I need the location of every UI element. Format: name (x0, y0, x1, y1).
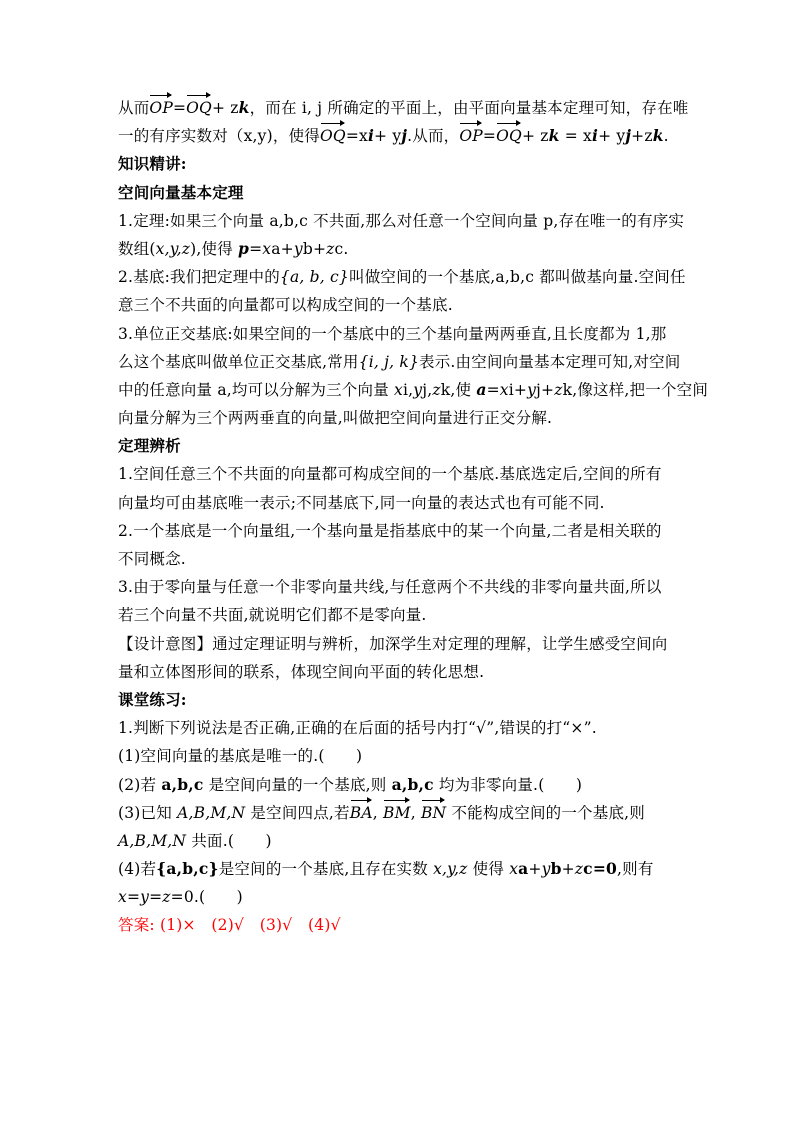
text: . (663, 127, 669, 146)
text: A,B,M,N (118, 831, 187, 850)
vector-ba: BA (350, 799, 373, 827)
text: 2.基底:我们把定理中的 (118, 268, 280, 287)
text: =0 (592, 859, 617, 879)
text: 是空间向量的一个基底,则 (203, 775, 392, 794)
text: ，而在 i, j 所确定的平面上，由平面向量基本定理可知，存在唯 (249, 99, 689, 117)
text: .从而， (407, 127, 460, 146)
text: A,B,M,N (177, 803, 246, 822)
text: x (394, 380, 403, 399)
text: b+ (302, 239, 327, 258)
basis-set: {a,b,c} (156, 859, 219, 879)
text: k,使 (440, 380, 477, 399)
vector-k: k (652, 126, 664, 146)
design-intent-line-2: 量和立体图形间的联系，体现空间向平面的转化思想. (118, 662, 485, 681)
section-title-analysis: 定理辨析 (118, 436, 181, 456)
text: c (583, 859, 593, 879)
text: 使得 (467, 860, 510, 879)
vector-a: a (476, 379, 487, 399)
orthonormal-line-1: 3.单位正交基底:如果空间的一个基底中的三个基向量两两垂直,且长度都为 1,那 (118, 324, 667, 343)
text: x (262, 239, 272, 258)
vectors-abc: a,b,c (161, 774, 204, 794)
text: ),使得 (190, 239, 239, 258)
text: 均为非零向量.( ) (433, 775, 583, 794)
text: = (172, 99, 187, 117)
basis-set: {i, j, k} (358, 352, 420, 371)
text: 是空间的一个基底,且存在实数 (218, 860, 434, 879)
section-title-knowledge: 知识精讲: (118, 154, 187, 174)
text: =0.( ) (170, 888, 243, 907)
text: j+ (536, 380, 555, 399)
text: 从而 (118, 99, 150, 117)
analysis-3-line-1: 3.由于零向量与任意一个非零向量共线,与任意两个不共线的非零向量共面,所以 (118, 578, 662, 597)
text: + y (598, 127, 626, 146)
text: y (541, 860, 551, 879)
vector-j: j (401, 126, 408, 146)
analysis-3-line-2: 若三个向量不共面,就说明它们都不是零向量. (118, 606, 427, 625)
text: i+ (508, 380, 528, 399)
vector-oq: OQ (186, 94, 212, 122)
vector-i: i (367, 126, 375, 146)
analysis-2-line-1: 2.一个基底是一个向量组,一个基向量是指基底中的某一个向量,二者是相关联的 (118, 521, 662, 540)
basis-line-2: 意三个不共面的向量都可以构成空间的一个基底. (118, 296, 453, 315)
exercise-q4-line-2 (118, 883, 684, 911)
text: + (528, 860, 542, 879)
text: , (372, 803, 384, 822)
text: b (550, 859, 562, 879)
text: 不能构成空间的一个基底,则 (446, 803, 645, 822)
basis-set: {a, b, c} (279, 268, 349, 287)
analysis-1-line-2: 向量均可由基底唯一表示;不同基底下,同一向量的表达式也有可能不同. (118, 493, 605, 512)
text: x,y,z (433, 860, 468, 879)
vector-j: j (625, 126, 632, 146)
vector-k: k (238, 98, 250, 117)
vector-oq: OQ (496, 122, 522, 150)
vector-op: OP (459, 122, 483, 150)
text: (2)若 (118, 775, 162, 794)
text: 数组( (118, 239, 156, 258)
vectors-abc: a,b,c (391, 774, 434, 794)
text: 共面.( ) (186, 831, 272, 850)
text: = (482, 127, 497, 146)
text: (3)已知 (118, 803, 178, 822)
text: x,y,z (155, 239, 191, 258)
answer-line: 答案: (1)× (2)√ (3)√ (4)√ (118, 916, 341, 935)
orthonormal-line-3 (118, 376, 709, 404)
text: + y (374, 127, 402, 146)
definition-line-1: 1.定理:如果三个向量 a,b,c 不共面,那么对任意一个空间向量 p,存在唯一的有序实 (118, 211, 685, 230)
text: + (561, 860, 575, 879)
text: y (293, 239, 303, 258)
text: y (527, 380, 537, 399)
text: (4)若 (118, 860, 157, 879)
exercise-q2 (118, 771, 684, 799)
document-body (118, 94, 709, 940)
definition-line-2 (118, 235, 684, 263)
text: = (249, 239, 263, 258)
text: a (518, 859, 529, 879)
text: 是空间四点,若 (245, 803, 350, 822)
vector-bn: BN (421, 799, 446, 827)
text: x (499, 380, 509, 399)
text: 中的任意向量 a,均可以分解为三个向量 (118, 380, 395, 399)
exercise-q3-line-2 (118, 827, 684, 855)
text: k,像这样,把一个空间 (562, 380, 709, 399)
vector-bm: BM (383, 799, 411, 827)
text: = x (559, 127, 592, 146)
text: a+ (271, 239, 294, 258)
exercise-q4-line-1 (118, 855, 684, 883)
text: z (574, 860, 584, 879)
orthonormal-line-4: 向量分解为三个两两垂直的向量,叫做把空间向量进行正交分解. (118, 409, 553, 428)
vector-k: k (548, 126, 560, 146)
text: = (486, 380, 500, 399)
text: z (554, 380, 563, 399)
text: x=y=z (118, 888, 171, 907)
basis-line-1 (118, 263, 684, 291)
analysis-1-line-1: 1.空间任意三个不共面的向量都可构成空间的一个基底.基底选定后,空间的所有 (118, 465, 662, 484)
text: i, (402, 380, 414, 399)
text: +z (631, 127, 653, 146)
section-title-exercise: 课堂练习: (118, 689, 187, 709)
vector-op: OP (149, 94, 173, 122)
text: ,则有 (617, 860, 654, 879)
intro-line-2 (118, 122, 684, 150)
orthonormal-line-2 (118, 348, 684, 376)
text: 表示.由空间向量基本定理可知,对空间 (419, 352, 681, 371)
text: + z (211, 99, 239, 117)
vector-oq: OQ (320, 122, 346, 150)
vector-i: i (591, 126, 599, 146)
text: j, (422, 380, 433, 399)
text: , (410, 803, 421, 822)
text: + z (521, 127, 549, 146)
design-intent-line-1: 【设计意图】通过定理证明与辨析，加深学生对定理的理解，让学生感受空间向 (118, 634, 668, 653)
text: y (413, 380, 423, 399)
exercise-intro: 1.判断下列说法是否正确,正确的在后面的括号内打“√”,错误的打“×”. (118, 719, 597, 738)
section-title-theorem: 空间向量基本定理 (118, 182, 244, 202)
text: =x (345, 127, 368, 146)
text: z (326, 239, 335, 258)
exercise-q1: (1)空间向量的基底是唯一的.( ) (118, 747, 363, 766)
text: 一的有序实数对（x,y)，使得 (118, 127, 320, 146)
text: c. (334, 239, 349, 258)
text: x (509, 860, 519, 879)
intro-line-1 (118, 94, 689, 122)
text: 叫做空间的一个基底,a,b,c 都叫做基向量.空间任 (349, 268, 686, 287)
text: 么这个基底叫做单位正交基底,常用 (118, 352, 359, 371)
analysis-2-line-2: 不同概念. (118, 550, 186, 568)
text: z (432, 380, 441, 399)
exercise-q3-line-1 (118, 799, 684, 827)
vector-p: p (238, 238, 250, 258)
